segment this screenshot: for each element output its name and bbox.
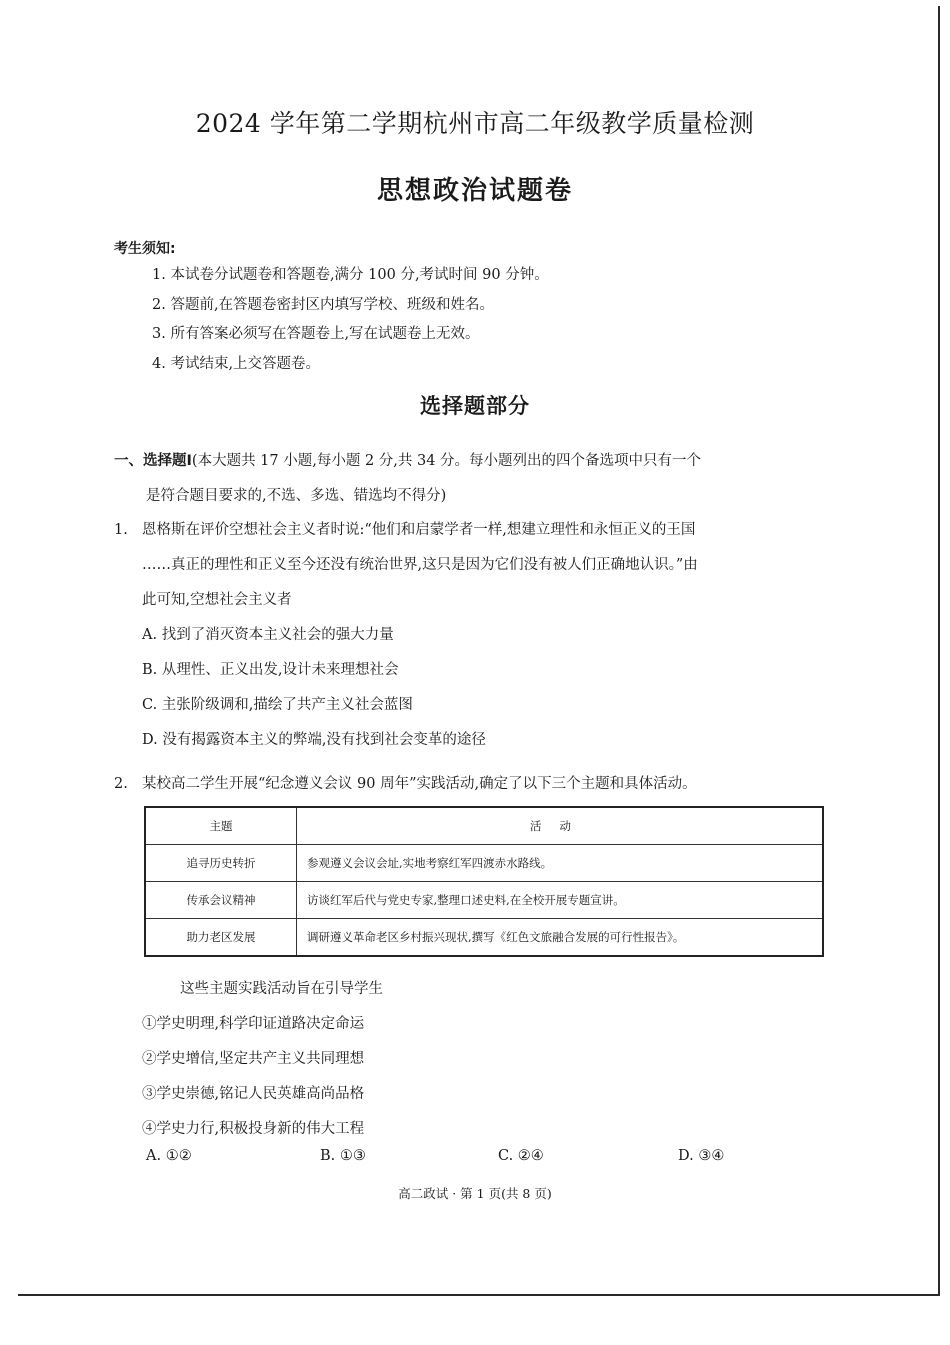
page-footer: 高二政试 · 第 1 页(共 8 页): [398, 1186, 552, 1201]
choice-d: D. ③④: [678, 1148, 725, 1164]
part-intro-lead: 一、选择题Ⅰ: [114, 453, 192, 469]
table-row: [145, 845, 823, 882]
notice-item: 3. 所有答案必须写在答题卷上,写在试题卷上无效。: [152, 326, 480, 342]
question-stem: 这些主题实践活动旨在引导学生: [180, 981, 383, 997]
part-intro: [114, 444, 844, 514]
question-line: 恩格斯在评价空想社会主义者时说:“他们和启蒙学者一样,想建立理性和永恒正义的王国: [142, 522, 696, 538]
table-row: [145, 919, 823, 957]
table-cell-theme: 传承会议精神: [145, 882, 297, 919]
question-number: 2.: [114, 776, 128, 792]
activity-table: [144, 806, 824, 957]
option-a: A. 找到了消灭资本主义社会的强大力量: [142, 627, 394, 643]
notice-list: [152, 261, 549, 379]
statement-4: ④学史力行,积极投身新的伟大工程: [142, 1121, 365, 1137]
notice-item: 2. 答题前,在答题卷密封区内填写学校、班级和姓名。: [152, 296, 495, 313]
notice-heading: 考生须知:: [114, 241, 176, 257]
option-b: B. 从理性、正义出发,设计未来理想社会: [142, 662, 399, 678]
choice-c: C. ②④: [498, 1148, 544, 1164]
table-cell-activity: 访谈红军后代与党史专家,整理口述史料,在全校开展专题宣讲。: [297, 882, 824, 919]
exam-subtitle: 思想政治试题卷: [376, 176, 573, 206]
part-intro-line2: 是符合题目要求的,不选、多选、错选均不得分): [146, 488, 447, 504]
table-header-row: [145, 807, 823, 845]
statement-1: ①学史明理,科学印证道路决定命运: [142, 1016, 365, 1032]
choice-b: B. ①③: [320, 1148, 366, 1164]
question-2-statements: [142, 972, 842, 1147]
option-c: C. 主张阶级调和,描绘了共产主义社会蓝图: [142, 697, 413, 713]
question-2: [114, 767, 844, 802]
statement-3: ③学史崇德,铭记人民英雄高尚品格: [142, 1086, 365, 1102]
statement-2: ②学史增信,坚定共产主义共同理想: [142, 1051, 365, 1067]
notice-item: 4. 考试结束,上交答题卷。: [152, 355, 321, 372]
notice-item: 1. 本试卷分试题卷和答题卷,满分 100 分,考试时间 90 分钟。: [152, 267, 549, 283]
question-number: 1.: [114, 522, 128, 538]
table-row: [145, 882, 823, 919]
section-heading: 选择题部分: [420, 394, 530, 418]
exam-title: 2024 学年第二学期杭州市高二年级教学质量检测: [195, 109, 755, 138]
question-1: [114, 513, 844, 758]
table-cell-theme: 助力老区发展: [145, 919, 297, 957]
question-line: 此可知,空想社会主义者: [142, 592, 292, 608]
choice-a: A. ①②: [146, 1148, 192, 1164]
part-intro-line1: (本大题共 17 小题,每小题 2 分,共 34 分。每小题列出的四个备选项中只有一个: [191, 453, 702, 469]
table-header-activity: 活动: [297, 807, 824, 845]
option-d: D. 没有揭露资本主义的弊端,没有找到社会变革的途径: [142, 732, 486, 748]
table-cell-activity: 调研遵义革命老区乡村振兴现状,撰写《红色文旅融合发展的可行性报告》。: [297, 919, 824, 957]
table-header-theme: 主题: [145, 807, 297, 845]
question-line: ……真正的理性和正义至今还没有统治世界,这只是因为它们没有被人们正确地认识。”由: [142, 557, 698, 573]
table-cell-activity: 参观遵义会议会址,实地考察红军四渡赤水路线。: [297, 845, 824, 882]
question-line: 某校高二学生开展“纪念遵义会议 90 周年”实践活动,确定了以下三个主题和具体活动。: [142, 776, 697, 792]
table-cell-theme: 追寻历史转折: [145, 845, 297, 882]
